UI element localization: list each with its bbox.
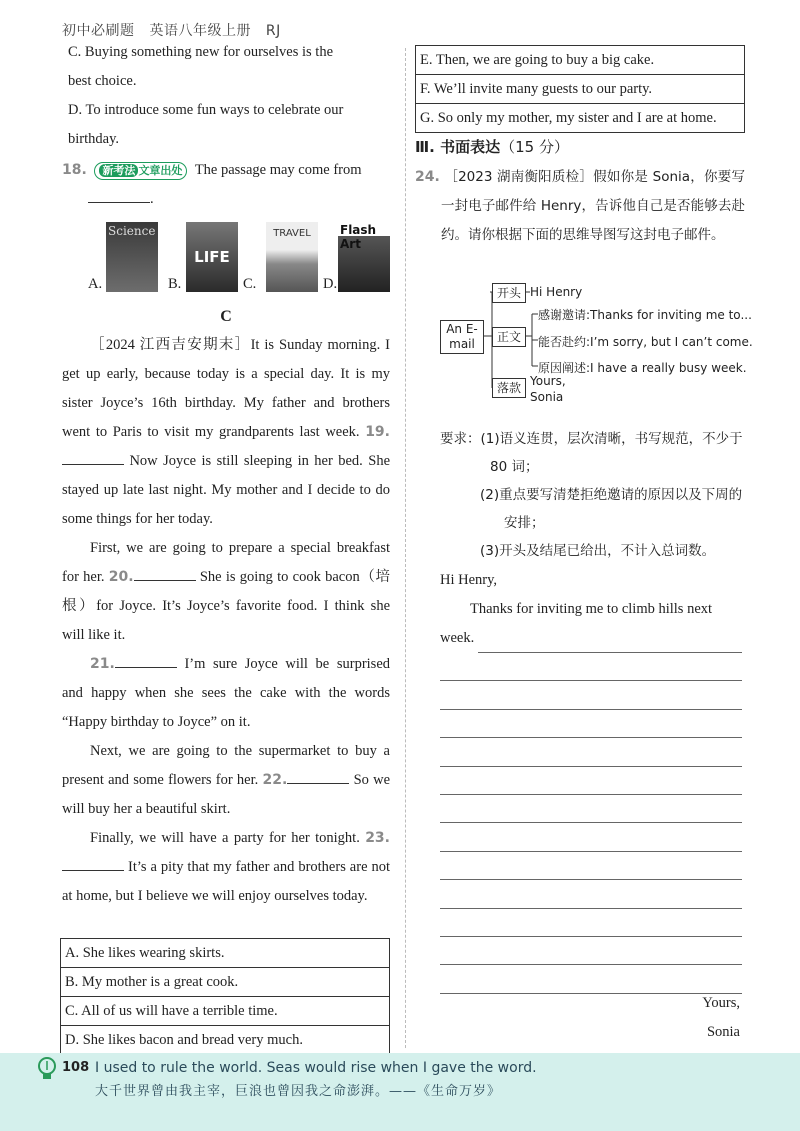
left-column (62, 38, 390, 214)
page-header (62, 20, 291, 40)
option-e: E. Then, we are going to buy a big cake. (420, 52, 655, 68)
mindmap-root: An E-mail (440, 320, 484, 354)
footer-quote-cn: 大千世界曾由我主宰，巨浪也曾因我之命澎湃。——《生命万岁》 (95, 1084, 502, 1099)
lightbulb-icon (36, 1056, 58, 1087)
mindmap-open-text: Hi Henry (530, 285, 583, 299)
option-f: F. We’ll invite many guests to our party. (416, 74, 744, 103)
edition-label: RJ (265, 23, 281, 39)
mindmap-close-text-1: Yours, (530, 374, 566, 388)
new-method-tag: 新考法 文章出处 (94, 162, 187, 180)
q17-option-d: D. To introduce some fun ways to celebrate our birthday. (68, 102, 344, 147)
writing-line[interactable] (440, 653, 742, 681)
passage-para-4: Next, we are going to the supermarket to buy a present and some flowers for her. 22. So we will buy her a beautiful skirt. (62, 743, 391, 817)
mag-label-a: A. (88, 276, 103, 292)
blank-22[interactable] (287, 769, 349, 784)
mag-label-d: D. (323, 276, 338, 292)
footer-quote-en: I used to rule the world. Seas would rise when I gave the word. (95, 1060, 537, 1076)
letter-closing (640, 989, 740, 1047)
q17-option-c: C. Buying something new for ourselves is the best choice. (68, 44, 334, 89)
life-magazine-cover: LIFE (186, 222, 238, 292)
passage-para-1: ［2024 江西吉安期末］It is Sunday morning. I get up early, because today is a special day. It is my sister Joyce’s 16th birthday. My father and brothers went to Paris to visit my grandparents last week. 19. Now Joyce is still sleeping in her bed. She stayed up late last night. My mother and I decide to do some things for her today. (62, 337, 390, 527)
option-c: C. All of us will have a terrible time. (61, 996, 389, 1025)
option-d: D. She likes bacon and bread very much. (61, 1025, 389, 1054)
requirement-2: (2)重点要写清楚拒绝邀请的原因以及下周的安排； (480, 487, 743, 531)
letter-greeting: Hi Henry, (440, 572, 498, 588)
option-g: G. So only my mother, my sister and I are at home. (416, 103, 744, 132)
writing-line[interactable] (440, 767, 742, 795)
section-3-title: Ⅲ. 书面表达（15 分） (415, 138, 569, 156)
blank-21[interactable] (115, 653, 177, 668)
requirement-3: (3)开头及结尾已给出，不计入总词数。 (480, 543, 716, 559)
question-18: 18. 新考法 文章出处 The passage may come from (62, 162, 362, 178)
blank-20[interactable] (134, 566, 196, 581)
mindmap-close-label: 落款 (492, 378, 526, 398)
writing-line[interactable] (440, 852, 742, 880)
writing-line[interactable] (440, 937, 742, 965)
mag-label-c: C. (243, 276, 257, 292)
mindmap-open-label: 开头 (492, 283, 526, 303)
passage-c (62, 302, 390, 911)
option-a: A. She likes wearing skirts. (65, 945, 225, 961)
blank-23[interactable] (62, 856, 124, 871)
passage-para-5: Finally, we will have a party for her tonight. 23. It’s a pity that my father and brothers are not at home, but I believe we will enjoy ourselves today. (62, 830, 391, 904)
mindmap-body-item-3: 原因阐述:I have a really busy week. (538, 361, 747, 375)
writing-line[interactable] (440, 681, 742, 709)
passage-para-3: 21. I’m sure Joyce will be surprised and happy when she sees the cake with the words “Happy birthday to Joyce” on it. (62, 650, 390, 737)
travel-magazine-cover: TRAVEL (266, 222, 318, 292)
writing-line[interactable] (440, 738, 742, 766)
writing-line[interactable] (478, 632, 742, 653)
mindmap-body-label: 正文 (492, 327, 526, 347)
writing-line[interactable] (440, 710, 742, 738)
answer-blank[interactable] (88, 188, 150, 203)
science-magazine-cover: Science (106, 222, 158, 292)
writing-line[interactable] (440, 880, 742, 908)
mind-map (440, 282, 753, 410)
writing-lines[interactable] (440, 653, 742, 994)
q18-answer-line: . (62, 185, 390, 214)
mindmap-close-text-2: Sonia (530, 390, 564, 404)
mag-label-b: B. (168, 276, 182, 292)
magazine-options (88, 222, 388, 298)
writing-line[interactable] (440, 795, 742, 823)
page-number: 108 (62, 1060, 90, 1075)
letter-first-line: week. (440, 624, 742, 653)
option-b: B. My mother is a great cook. (61, 967, 389, 996)
writing-line[interactable] (440, 823, 742, 851)
closing-name: Sonia (706, 1024, 740, 1040)
writing-line[interactable] (440, 909, 742, 937)
requirements (440, 425, 750, 565)
closing-yours: Yours, (702, 995, 740, 1011)
book-title: 初中必刷题 (62, 23, 135, 39)
passage-para-2: First, we are going to prepare a special breakfast for her. 20. She is going to cook bacon（培根）for Joyce. It’s Joyce’s favorite food. I think she will like it. (62, 540, 390, 643)
column-divider (405, 48, 406, 1048)
requirements-title: 要求： (440, 431, 481, 447)
blank-19[interactable] (62, 450, 124, 465)
options-box-left (60, 938, 390, 1055)
mindmap-body-item-1: 感谢邀请:Thanks for inviting me to... (538, 308, 752, 322)
letter-start: Thanks for inviting me to climb hills next (470, 601, 713, 617)
options-box-right (415, 45, 745, 133)
mindmap-body-item-2: 能否赴约:I’m sorry, but I can’t come. (538, 335, 753, 349)
question-24: 24. ［2023 湖南衡阳质检］假如你是 Sonia，你要写一封电子邮件给 Henry，告诉他自己是否能够去赴约。请你根据下面的思维导图写这封电子邮件。 (415, 169, 745, 243)
subject-title: 英语八年级上册 (149, 23, 251, 39)
section-letter: C (220, 308, 232, 325)
flash-art-magazine-cover: Flash Art (338, 222, 390, 292)
letter-area (440, 566, 742, 994)
requirement-1: (1)语义连贯，层次清晰，书写规范，不少于 80 词； (480, 431, 743, 475)
